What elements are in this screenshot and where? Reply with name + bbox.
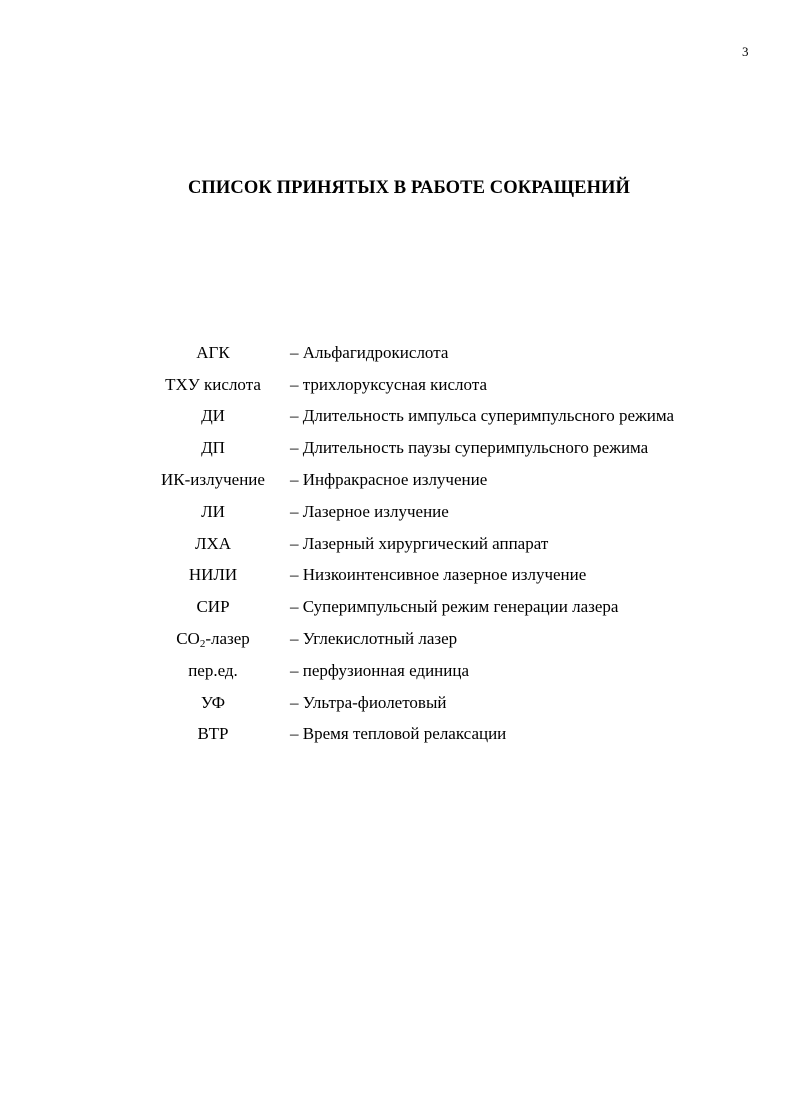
term-prefix: CO [176,629,200,649]
abbreviation-row [150,401,750,433]
abbreviation-definition: – Длительность импульса суперимпульсного режима [290,406,675,426]
abbreviation-term: ЛИ [201,501,225,521]
abbreviation-term: ЛХА [194,533,232,553]
abbreviation-term: ТХУ кислота [165,374,261,394]
abbreviation-definition: – Время тепловой релаксации [290,724,507,744]
abbreviation-term: ВТР [197,724,229,744]
abbreviation-term: СИР [196,597,230,617]
abbreviation-row [150,496,750,528]
abbreviation-definition: – Лазерный хирургический аппарат [290,533,549,553]
abbreviation-row [150,337,750,369]
abbreviation-definition: – Низкоинтенсивное лазерное излучение [290,565,587,585]
abbreviation-row [150,591,750,623]
abbreviation-row [150,369,750,401]
abbreviation-row [150,528,750,560]
abbreviation-row [150,719,750,751]
abbreviation-definition: – Альфагидрокислота [290,342,449,362]
term-suffix: -лазер [205,629,250,649]
abbreviation-term: УФ [200,692,226,712]
abbreviation-definition: – Инфракрасное излучение [290,470,488,490]
term-subscript: 2 [199,638,206,651]
abbreviation-list [150,337,750,750]
abbreviation-row [150,687,750,719]
abbreviation-definition: – Углекислотный лазер [290,629,458,649]
abbreviation-term: НИЛИ [188,565,238,585]
abbreviation-row [150,623,750,655]
abbreviation-row [150,655,750,687]
abbreviation-definition: – Лазерное излучение [290,501,449,521]
abbreviation-term: пер.ед. [188,660,238,680]
abbreviation-term: ИК-излучение [161,470,265,490]
abbreviation-definition: – перфузионная единица [290,660,470,680]
page-title: СПИСОК ПРИНЯТЫХ В РАБОТЕ СОКРАЩЕНИЙ [187,178,631,198]
abbreviation-row [150,464,750,496]
abbreviation-term [150,629,276,649]
abbreviation-term: ДИ [201,406,225,426]
abbreviation-row [150,560,750,592]
abbreviation-definition: – Длительность паузы суперимпульсного режима [290,438,649,458]
abbreviation-term: АГК [196,342,230,362]
abbreviation-term: ДП [201,438,225,458]
abbreviation-definition: – Ультра-фиолетовый [290,692,447,712]
abbreviation-definition: – трихлоруксусная кислота [290,374,488,394]
page-number: 3 [742,44,749,59]
abbreviation-row [150,432,750,464]
abbreviation-definition: – Суперимпульсный режим генерации лазера [290,597,619,617]
